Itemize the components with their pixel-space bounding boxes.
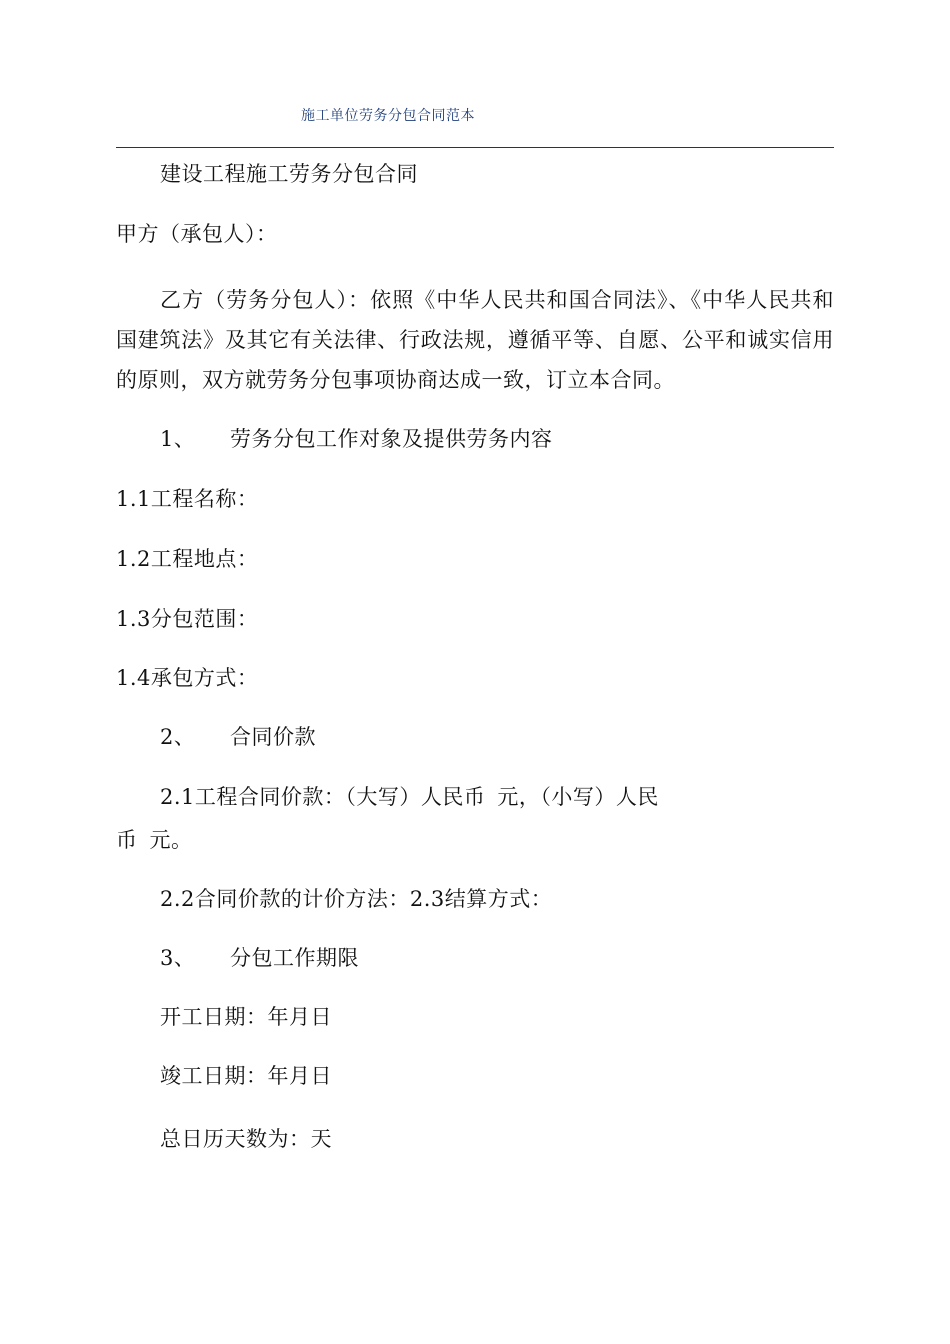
section-1-title: 劳务分包工作对象及提供劳务内容 — [230, 427, 553, 451]
item-2-2: 2.2合同价款的计价方法：2.3结算方式： — [160, 887, 553, 911]
section-1-number: 1、 — [160, 427, 196, 451]
item-2-1-unit: 元。 — [149, 828, 193, 852]
item-2-1-currency: 币 — [116, 828, 138, 852]
header-title: 施工单位劳务分包合同范本 — [301, 108, 475, 124]
section-3-number: 3、 — [160, 946, 196, 970]
item-1-4: 1.4承包方式： — [116, 666, 259, 690]
header-divider — [116, 147, 834, 148]
item-1-1: 1.1工程名称： — [116, 487, 259, 511]
item-2-1-line2 — [116, 826, 193, 854]
document-title: 建设工程施工劳务分包合同 — [160, 162, 418, 186]
item-2-1-line1 — [160, 783, 659, 811]
item-2-1-part1: 2.1工程合同价款：（大写）人民币 — [160, 785, 486, 809]
section-2-title: 合同价款 — [230, 725, 316, 749]
item-1-2: 1.2工程地点： — [116, 547, 259, 571]
section-1-heading — [160, 425, 553, 453]
section-2-heading — [160, 723, 316, 751]
section-3-heading — [160, 944, 359, 972]
party-a-line: 甲方（承包人）： — [116, 222, 278, 246]
start-date-line: 开工日期：年月日 — [160, 1005, 332, 1029]
end-date-line: 竣工日期：年月日 — [160, 1064, 332, 1088]
total-days-line: 总日历天数为：天 — [160, 1127, 332, 1151]
section-2-number: 2、 — [160, 725, 196, 749]
section-3-title: 分包工作期限 — [230, 946, 359, 970]
item-1-3: 1.3分包范围： — [116, 607, 259, 631]
party-b-paragraph: 乙方（劳务分包人）：依照《中华人民共和国合同法》、《中华人民共和国建筑法》及其它有关法律、行政法规，遵循平等、自愿、公平和诚实信用的原则，双方就劳务分包事项协商达成一致，订立本合同。 — [116, 288, 834, 392]
item-2-1-part2: 元，（小写）人民 — [497, 785, 659, 809]
